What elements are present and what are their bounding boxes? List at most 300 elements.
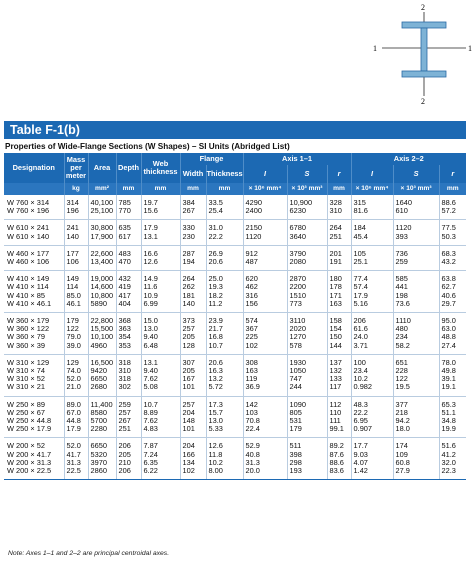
table-row [4,342,466,355]
value-cell: 318 [116,354,141,367]
designation-cell: W 460 × 106 [4,258,64,271]
unit-I2: × 10⁶ mm⁴ [351,183,393,195]
designation-cell: W 250 × 44.8 [7,416,52,426]
header-axis2-r: r [439,165,466,183]
value-cell: 241 [64,220,88,233]
value-cell: 22,800 [88,313,116,326]
header-axis1-r: r [327,165,351,183]
value-cell: 95.0 [439,313,466,326]
value-cell: 262 [180,283,206,291]
value-cell: 22.3 [439,467,466,480]
value-cell: 4.83 [141,425,180,438]
value-cell: 74.0 [64,367,88,375]
value-cell: 251 [116,425,141,438]
value-cell: 330 [180,220,206,233]
value-cell: 617 [116,233,141,246]
value-cell: 119 [243,375,287,383]
header-axis1-S: S [287,165,327,183]
value-cell: 193 [287,467,327,480]
value-cell: 14,600 [88,283,116,291]
value-cell: 13.1 [141,233,180,246]
value-cell: 142 [243,396,287,409]
value-cell: 2400 [243,207,287,220]
value-cell: 2080 [287,258,327,271]
value-cell: 87.6 [327,451,351,459]
value-cell: 29.7 [439,300,466,313]
value-cell: 308 [243,354,287,367]
value-cell: 257 [116,409,141,417]
value-cell: 128 [180,342,206,355]
value-cell: 367 [243,325,287,333]
value-cell: 150 [327,333,351,341]
value-cell: 148 [180,417,206,425]
value-cell: 7.62 [141,417,180,425]
value-cell: 384 [180,195,206,207]
value-cell: 6.48 [141,342,180,355]
axis-label-right: 1 [468,44,472,53]
value-cell: 6.99 [141,300,180,313]
value-cell: 635 [116,220,141,233]
value-cell: 129 [64,354,88,367]
designation-cell: W 760 × 314 [7,198,50,207]
value-cell: 264 [327,220,351,233]
value-cell: 19,000 [88,271,116,284]
value-cell: 377 [393,396,439,409]
value-cell: 43.2 [439,258,466,271]
value-cell: 19.5 [393,383,439,396]
value-cell: 441 [393,283,439,291]
axis-label-left: 1 [373,44,377,53]
value-cell: 5.72 [206,383,243,396]
value-cell: 1120 [243,233,287,246]
value-cell: 302 [116,383,141,396]
value-cell: 470 [116,258,141,271]
value-cell: 4290 [243,195,287,207]
value-cell: 20.6 [206,354,243,367]
value-cell: 156 [243,300,287,313]
value-cell: 27.9 [393,467,439,480]
table-title: Table F-1(b) [4,121,466,139]
value-cell: 574 [243,313,287,326]
value-cell: 404 [116,300,141,313]
value-cell: 198 [393,292,439,300]
value-cell: 511 [287,438,327,451]
value-cell: 77.4 [351,271,393,284]
value-cell: 353 [116,342,141,355]
value-cell: 99.1 [327,425,351,438]
value-cell: 15.0 [141,313,180,326]
value-cell: 6.35 [141,459,180,467]
designation-cell: W 410 × 85 [7,290,46,300]
designation-cell: W 310 × 74 [7,366,46,376]
value-cell: 94.2 [393,417,439,425]
value-cell: 20.0 [243,467,287,480]
value-cell: 100 [351,354,393,367]
designation-cell: W 610 × 241 [7,223,50,233]
value-cell: 22,600 [88,245,116,258]
value-cell: 184 [351,220,393,233]
designation-cell: W 200 × 41.7 [7,449,52,459]
unit-mass: kg [64,183,88,195]
value-cell: 13.1 [141,354,180,367]
value-cell: 328 [327,195,351,207]
value-cell: 4960 [88,342,116,355]
designation-cell: W 610 × 140 [4,233,64,246]
value-cell: 15.7 [206,409,243,417]
header-mass: Mass per meter [64,153,88,183]
value-cell: 17,900 [88,233,116,246]
table-note: Note: Axes 1–1 and 2–2 are principal centroidal axes. [8,550,170,557]
value-cell: 10.2 [206,459,243,467]
value-cell: 57.2 [439,207,466,220]
value-cell: 18.2 [206,292,243,300]
value-cell: 10,800 [88,292,116,300]
value-cell: 48.3 [351,396,393,409]
value-cell: 6.95 [351,417,393,425]
value-cell: 41.2 [439,451,466,459]
value-cell: 5.16 [351,300,393,313]
value-cell: 3970 [88,459,116,467]
value-cell: 354 [116,333,141,341]
value-cell: 13,400 [88,258,116,271]
value-cell: 18.0 [393,425,439,438]
value-cell: 314 [64,195,88,207]
value-cell: 10.7 [206,342,243,355]
value-cell: 17.9 [141,220,180,233]
designation-cell: W 410 × 149 [7,274,50,284]
unit-designation [4,183,64,195]
value-cell: 19.1 [439,383,466,396]
value-cell: 25.4 [206,207,243,220]
header-area: Area [88,153,116,183]
value-cell: 25,100 [88,207,116,220]
value-cell: 2870 [287,271,327,284]
value-cell: 52.0 [64,375,88,383]
value-cell: 315 [351,195,393,207]
value-cell: 171 [327,292,351,300]
units-row [4,183,466,195]
value-cell: 34.8 [439,417,466,425]
value-cell: 22.2 [351,409,393,417]
value-cell: 770 [116,207,141,220]
unit-width: mm [180,183,206,195]
value-cell: 19.7 [141,195,180,207]
value-cell: 230 [180,233,206,246]
value-cell: 109 [393,451,439,459]
value-cell: 912 [243,245,287,258]
value-cell: 1110 [393,313,439,326]
value-cell: 3790 [287,245,327,258]
unit-depth: mm [116,183,141,195]
value-cell: 2150 [243,220,287,233]
value-cell: 16.8 [206,333,243,341]
value-cell: 206 [351,313,393,326]
value-cell: 9420 [88,367,116,375]
value-cell: 432 [116,271,141,284]
value-cell: 244 [287,383,327,396]
value-cell: 1120 [393,220,439,233]
value-cell: 218 [393,409,439,417]
table-subtitle: Properties of Wide-Flange Sections (W Shapes) – SI Units (Abridged List) [5,142,290,151]
value-cell: 805 [287,409,327,417]
value-cell: 5890 [88,300,116,313]
value-cell: 257 [180,325,206,333]
value-cell: 205 [116,451,141,459]
value-cell: 106 [64,258,88,271]
value-cell: 133 [327,375,351,383]
value-cell: 68.3 [439,245,466,258]
value-cell: 7.24 [141,451,180,459]
table-row [4,396,466,409]
header-flange-thickness: Thickness [206,165,243,183]
value-cell: 21.7 [206,325,243,333]
value-cell: 51.6 [439,438,466,451]
value-cell: 174 [393,438,439,451]
value-cell: 316 [243,292,287,300]
value-cell: 137 [327,354,351,367]
value-cell: 204 [180,409,206,417]
header-designation: Designation [4,153,64,183]
value-cell: 1510 [287,292,327,300]
value-cell: 17.9 [64,425,88,438]
value-cell: 1640 [393,195,439,207]
value-cell: 417 [116,292,141,300]
value-cell: 10,100 [88,333,116,341]
value-cell: 2860 [88,467,116,480]
i-beam-shape [402,22,446,77]
value-cell: 65.3 [439,396,466,409]
value-cell: 88.6 [439,195,466,207]
value-cell: 204 [180,438,206,451]
value-cell: 17.3 [206,396,243,409]
value-cell: 298 [287,459,327,467]
value-cell: 122 [64,325,88,333]
value-cell: 77.5 [439,220,466,233]
value-cell: 9.40 [141,367,180,375]
value-cell: 22.4 [243,425,287,438]
unit-S1: × 10³ mm³ [287,183,327,195]
value-cell: 25.0 [206,271,243,284]
header-flange-width: Width [180,165,206,183]
designation-cell: W 460 × 177 [7,248,50,258]
value-cell: 114 [64,283,88,291]
value-cell: 9.40 [141,333,180,341]
value-cell: 24.0 [351,333,393,341]
value-cell: 736 [393,245,439,258]
value-cell: 73.6 [393,300,439,313]
table-row [4,258,466,271]
value-cell: 48.8 [439,333,466,341]
table-row [4,467,466,480]
value-cell: 10.7 [141,396,180,409]
value-cell: 373 [180,313,206,326]
value-cell: 11,400 [88,396,116,409]
value-cell: 2020 [287,325,327,333]
value-cell: 11.8 [206,451,243,459]
axis-label-top: 2 [421,3,425,12]
value-cell: 773 [287,300,327,313]
value-cell: 31.3 [243,459,287,467]
value-cell: 30,800 [88,220,116,233]
value-cell: 1090 [287,396,327,409]
value-cell: 132 [327,367,351,375]
value-cell: 13.0 [206,417,243,425]
value-cell: 134 [180,459,206,467]
unit-area: mm² [88,183,116,195]
value-cell: 149 [64,271,88,284]
value-cell: 307 [180,354,206,367]
value-cell: 89.2 [327,438,351,451]
value-cell: 620 [243,271,287,284]
value-cell: 287 [180,245,206,258]
value-cell: 83.6 [327,467,351,480]
value-cell: 264 [180,271,206,284]
designation-cell: W 410 × 114 [7,282,49,292]
value-cell: 39.0 [64,342,88,355]
value-cell: 398 [287,451,327,459]
value-cell: 16.3 [206,367,243,375]
value-cell: 8580 [88,409,116,417]
designation-cell: W 250 × 17.9 [4,425,64,438]
value-cell: 585 [393,271,439,284]
value-cell: 206 [116,467,141,480]
value-cell: 7.62 [141,375,180,383]
value-cell: 22.5 [64,467,88,480]
value-cell: 785 [116,195,141,207]
value-cell: 206 [116,438,141,451]
value-cell: 4.07 [351,459,393,467]
designation-cell: W 410 × 46.1 [4,300,64,313]
value-cell: 31.0 [206,220,243,233]
value-cell: 16,500 [88,354,116,367]
value-cell: 78.0 [439,354,466,367]
header-axis2-S: S [393,165,439,183]
designation-cell: W 200 × 31.3 [7,457,52,467]
value-cell: 16.6 [141,245,180,258]
value-cell: 89.0 [64,396,88,409]
value-cell: 205 [180,333,206,341]
unit-I1: × 10⁶ mm⁴ [243,183,287,195]
value-cell: 40.8 [243,451,287,459]
designation-cell: W 310 × 52 [7,374,46,384]
table-row [4,438,466,451]
designation-cell: W 760 × 196 [4,207,64,220]
value-cell: 49.8 [439,367,466,375]
value-cell: 259 [393,258,439,271]
value-cell: 1050 [287,367,327,375]
value-cell: 14.9 [141,271,180,284]
designation-cell: W 310 × 21 [4,383,64,396]
value-cell: 22.2 [206,233,243,246]
value-cell: 179 [287,425,327,438]
value-cell: 111 [327,417,351,425]
value-cell: 191 [327,258,351,271]
value-cell: 210 [116,459,141,467]
value-cell: 163 [243,367,287,375]
value-cell: 2680 [88,383,116,396]
designation-cell: W 250 × 89 [7,399,46,409]
value-cell: 67.0 [64,409,88,417]
value-cell: 228 [393,367,439,375]
value-cell: 62.7 [439,283,466,291]
value-cell: 8.00 [206,467,243,480]
table-row [4,300,466,313]
value-cell: 60.8 [393,459,439,467]
value-cell: 154 [327,325,351,333]
value-cell: 462 [243,283,287,291]
value-cell: 0.982 [351,383,393,396]
value-cell: 63.8 [439,271,466,284]
value-cell: 181 [180,292,206,300]
value-cell: 368 [116,313,141,326]
header-row-1 [4,153,466,165]
value-cell: 26.9 [206,245,243,258]
value-cell: 6650 [88,375,116,383]
value-cell: 234 [393,333,439,341]
header-axis-2-2: Axis 2–2 [351,153,466,165]
value-cell: 63.0 [439,325,466,333]
wide-flange-properties-table [4,153,466,480]
value-cell: 45.4 [351,233,393,246]
value-cell: 51.1 [439,409,466,417]
header-axis2-I: I [351,165,393,183]
table-body [4,195,466,480]
unit-thickness: mm [206,183,243,195]
value-cell: 52.9 [243,438,287,451]
value-cell: 257 [180,396,206,409]
value-cell: 196 [64,207,88,220]
value-cell: 122 [393,375,439,383]
value-cell: 2200 [287,283,327,291]
value-cell: 81.6 [351,207,393,220]
value-cell: 52.0 [64,438,88,451]
value-cell: 61.6 [351,325,393,333]
value-cell: 13.0 [141,325,180,333]
value-cell: 205 [180,367,206,375]
table-row [4,425,466,438]
value-cell: 9.03 [351,451,393,459]
unit-r2: mm [439,183,466,195]
value-cell: 480 [393,325,439,333]
value-cell: 44.8 [64,417,88,425]
value-cell: 158 [327,313,351,326]
value-cell: 140 [180,300,206,313]
value-cell: 1930 [287,354,327,367]
value-cell: 1270 [287,333,327,341]
value-cell: 15.6 [141,207,180,220]
value-cell: 225 [243,333,287,341]
value-cell: 610 [393,207,439,220]
value-cell: 11.2 [206,300,243,313]
w-shape-cross-section-diagram [0,0,474,118]
value-cell: 2280 [88,425,116,438]
value-cell: 39.1 [439,375,466,383]
value-cell: 167 [180,375,206,383]
header-axis1-I: I [243,165,287,183]
value-cell: 20.6 [206,258,243,271]
unit-r1: mm [327,183,351,195]
value-cell: 40.6 [439,292,466,300]
value-cell: 363 [116,325,141,333]
value-cell: 3640 [287,233,327,246]
value-cell: 419 [116,283,141,291]
value-cell: 8.89 [141,409,180,417]
value-cell: 88.6 [327,459,351,467]
value-cell: 5320 [88,451,116,459]
value-cell: 6.22 [141,467,180,480]
value-cell: 46.1 [64,300,88,313]
value-cell: 23.9 [206,313,243,326]
